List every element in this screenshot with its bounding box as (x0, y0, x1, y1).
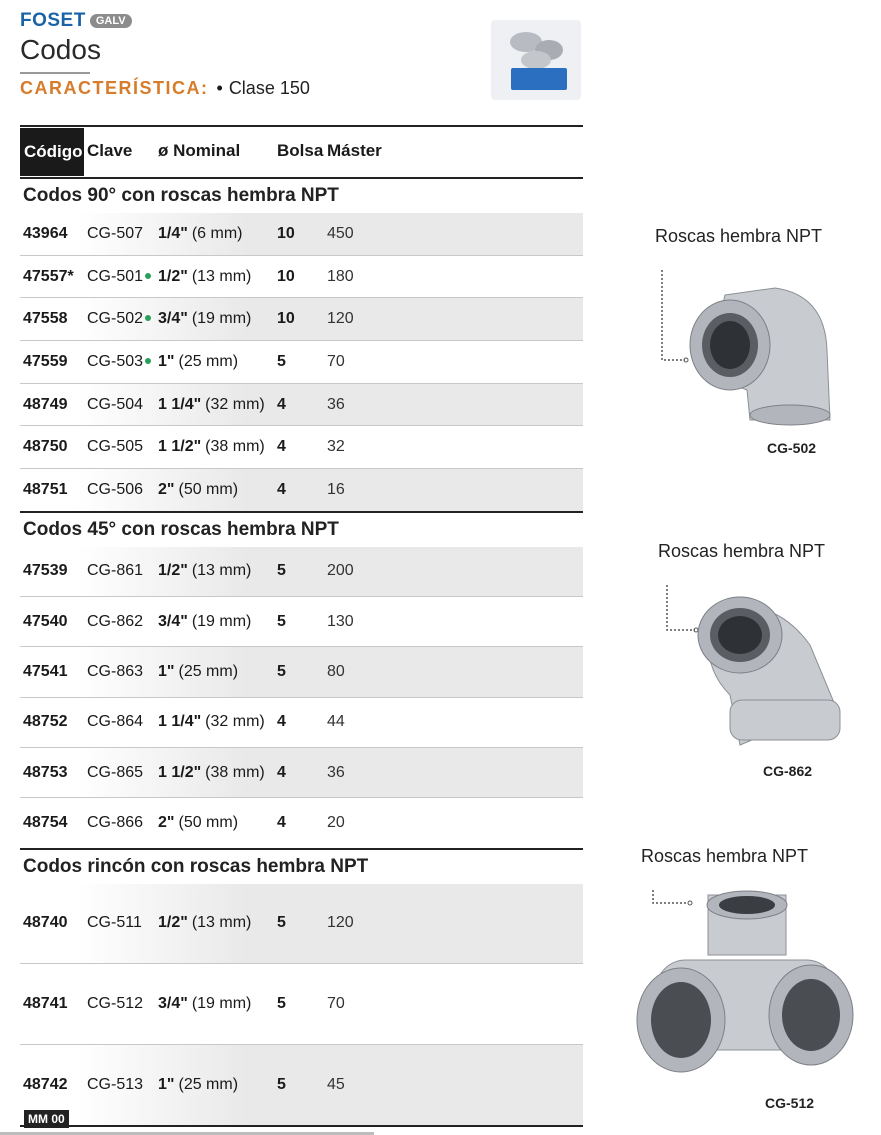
nominal-inch: 2" (158, 480, 175, 498)
cell-nominal (158, 426, 265, 468)
nominal-inch: 3/4" (158, 995, 188, 1013)
cell-master: 80 (327, 663, 345, 681)
key-text: CG-503 (87, 352, 144, 370)
section-title: Codos 90° con roscas hembra NPT (23, 185, 339, 206)
cell-key (87, 298, 151, 340)
cell-key (87, 798, 143, 847)
table-row (20, 964, 583, 1045)
availability-dot-icon (145, 273, 151, 279)
key-text: CG-861 (87, 562, 144, 580)
nominal-inch: 1/2" (158, 562, 188, 580)
nominal-inch: 3/4" (158, 612, 188, 630)
cell-master: 120 (327, 310, 354, 328)
nominal-mm: (25 mm) (178, 1075, 239, 1093)
cell-key (87, 884, 142, 964)
table-row (20, 647, 583, 697)
nominal-inch: 1" (158, 663, 175, 681)
cell-key (87, 647, 143, 696)
cell-bag: 5 (277, 995, 286, 1013)
cell-key (87, 547, 143, 596)
cell-bag: 4 (277, 438, 286, 456)
cell-code: 47559 (23, 352, 68, 370)
cell-bag: 4 (277, 395, 286, 413)
cell-bag: 5 (277, 663, 286, 681)
cell-key (87, 597, 143, 646)
availability-dot-icon (145, 358, 151, 364)
header-bag: Bolsa (277, 141, 324, 160)
cell-master: 130 (327, 612, 354, 630)
table-row (20, 748, 583, 798)
product-table (20, 125, 583, 1127)
nominal-inch: 1 1/4" (158, 395, 202, 413)
cell-code: 48752 (23, 713, 68, 731)
callout-side: Roscas hembra NPT (641, 846, 809, 866)
table-row (20, 597, 583, 647)
nominal-mm: (32 mm) (205, 713, 265, 731)
cell-nominal (158, 597, 251, 646)
cell-master: 45 (327, 1075, 345, 1093)
key-text: CG-501 (87, 267, 144, 285)
table-row (20, 256, 583, 299)
cell-key (87, 213, 143, 255)
section-title: Codos rincón con roscas hembra NPT (23, 855, 369, 877)
header-code: Código (20, 128, 84, 176)
cell-nominal (158, 341, 238, 383)
nominal-mm: (38 mm) (205, 763, 265, 781)
cell-code: 48741 (23, 995, 68, 1013)
nominal-inch: 1 1/2" (158, 438, 202, 456)
footer-tag: MM 00 (24, 1110, 69, 1128)
cell-master: 180 (327, 267, 354, 285)
nominal-mm: (25 mm) (178, 352, 239, 370)
nominal-mm: (19 mm) (191, 612, 252, 630)
nominal-inch: 1" (158, 1075, 175, 1093)
cell-bag: 4 (277, 763, 286, 781)
cell-key (87, 698, 143, 747)
title-divider (20, 72, 90, 74)
cell-nominal (158, 748, 265, 797)
feature-line (20, 78, 310, 99)
elbow-90-image (655, 270, 855, 440)
cell-bag: 5 (277, 1075, 286, 1093)
caption-side: CG-512 (765, 1095, 815, 1111)
nominal-inch: 1" (158, 352, 175, 370)
cell-nominal (158, 964, 251, 1044)
nominal-mm: (32 mm) (205, 395, 265, 413)
nominal-inch: 1 1/4" (158, 713, 202, 731)
cell-nominal (158, 213, 242, 255)
page-title: Codos (20, 34, 101, 65)
cell-master: 200 (327, 562, 354, 580)
key-text: CG-863 (87, 663, 144, 681)
feature-bullet: • (216, 78, 223, 98)
nominal-mm: (6 mm) (191, 224, 243, 242)
cell-bag: 10 (277, 267, 295, 285)
cell-bag: 5 (277, 562, 286, 580)
header-nominal: ø Nominal (158, 141, 241, 160)
cell-code: 48753 (23, 763, 68, 781)
nominal-inch: 1/2" (158, 267, 188, 285)
table-body (20, 179, 583, 1127)
key-text: CG-866 (87, 813, 144, 831)
cell-master: 32 (327, 438, 345, 456)
cell-nominal (158, 647, 238, 696)
cell-nominal (158, 698, 265, 747)
cell-code: 48749 (23, 395, 68, 413)
cell-code: 48740 (23, 914, 68, 932)
nominal-mm: (13 mm) (191, 914, 252, 932)
cell-key (87, 384, 143, 426)
table-row (20, 384, 583, 427)
side-outlet-elbow-image (636, 890, 856, 1090)
table-row (20, 1045, 583, 1127)
cell-bag: 10 (277, 224, 295, 242)
nominal-inch: 3/4" (158, 310, 188, 328)
cell-master: 16 (327, 480, 345, 498)
table-row (20, 341, 583, 384)
key-text: CG-513 (87, 1075, 144, 1093)
cell-bag: 4 (277, 813, 286, 831)
key-text: CG-865 (87, 763, 144, 781)
cell-key (87, 426, 143, 468)
table-row (20, 547, 583, 597)
nominal-mm: (19 mm) (191, 995, 252, 1013)
cell-nominal (158, 1045, 238, 1125)
cell-master: 36 (327, 763, 345, 781)
key-text: CG-502 (87, 310, 144, 328)
cell-key (87, 748, 143, 797)
cell-nominal (158, 798, 238, 847)
cell-master: 44 (327, 713, 345, 731)
nominal-mm: (13 mm) (191, 562, 252, 580)
table-row (20, 698, 583, 748)
table-row (20, 298, 583, 341)
cell-master: 70 (327, 995, 345, 1013)
caption-90: CG-502 (767, 440, 817, 456)
cell-code: 48754 (23, 813, 68, 831)
key-text: CG-862 (87, 612, 144, 630)
nominal-inch: 1 1/2" (158, 763, 202, 781)
cell-bag: 5 (277, 612, 286, 630)
cell-bag: 10 (277, 310, 295, 328)
cell-master: 36 (327, 395, 345, 413)
cell-key (87, 1045, 143, 1125)
key-text: CG-505 (87, 438, 144, 456)
key-text: CG-507 (87, 224, 144, 242)
cell-nominal (158, 256, 251, 298)
cell-key (87, 964, 143, 1044)
cell-code: 47540 (23, 612, 68, 630)
table-row (20, 426, 583, 469)
cell-code: 47557* (23, 267, 74, 285)
cell-nominal (158, 884, 251, 964)
cell-bag: 4 (277, 480, 286, 498)
key-text: CG-506 (87, 480, 144, 498)
nominal-inch: 1/2" (158, 914, 188, 932)
cell-code: 47541 (23, 663, 68, 681)
feature-value: Clase 150 (228, 78, 310, 98)
header-key: Clave (87, 141, 133, 160)
cell-bag: 5 (277, 914, 286, 932)
cell-code: 43964 (23, 224, 68, 242)
cell-key (87, 256, 151, 298)
key-text: CG-512 (87, 995, 144, 1013)
table-row (20, 213, 583, 256)
cell-nominal (158, 547, 251, 596)
key-text: CG-864 (87, 713, 144, 731)
caption-45: CG-862 (763, 763, 813, 779)
cell-key (87, 341, 151, 383)
nominal-mm: (19 mm) (191, 310, 252, 328)
cell-nominal (158, 384, 265, 426)
cell-code: 48742 (23, 1075, 68, 1093)
table-row (20, 798, 583, 849)
nominal-mm: (13 mm) (191, 267, 252, 285)
nominal-inch: 1/4" (158, 224, 188, 242)
brand-badge: GALV (90, 14, 132, 28)
nominal-mm: (38 mm) (205, 438, 265, 456)
key-text: CG-504 (87, 395, 144, 413)
table-row (20, 884, 583, 965)
cell-master: 120 (327, 914, 354, 932)
product-package-image (491, 20, 581, 100)
cell-bag: 5 (277, 352, 286, 370)
cell-master: 70 (327, 352, 345, 370)
availability-dot-icon (145, 315, 151, 321)
nominal-mm: (50 mm) (178, 480, 239, 498)
elbow-45-image (660, 585, 850, 755)
nominal-inch: 2" (158, 813, 175, 831)
cell-nominal (158, 298, 251, 340)
cell-code: 48751 (23, 480, 68, 498)
table-header (20, 125, 583, 179)
nominal-mm: (25 mm) (178, 663, 239, 681)
cell-code: 47539 (23, 562, 68, 580)
nominal-mm: (50 mm) (178, 813, 239, 831)
key-text: CG-511 (87, 914, 142, 932)
cell-nominal (158, 469, 238, 511)
cell-code: 48750 (23, 438, 68, 456)
cell-bag: 4 (277, 713, 286, 731)
table-row (20, 469, 583, 513)
feature-label: CARACTERÍSTICA: (20, 78, 209, 98)
callout-45: Roscas hembra NPT (658, 541, 826, 561)
brand-name: FOSET (20, 10, 86, 31)
brand-logo (20, 10, 132, 32)
cell-key (87, 469, 143, 511)
header-master: Máster (327, 141, 382, 160)
cell-master: 450 (327, 224, 354, 242)
callout-90: Roscas hembra NPT (655, 226, 823, 246)
cell-master: 20 (327, 813, 345, 831)
section-title: Codos 45° con roscas hembra NPT (23, 518, 339, 540)
cell-code: 47558 (23, 310, 68, 328)
